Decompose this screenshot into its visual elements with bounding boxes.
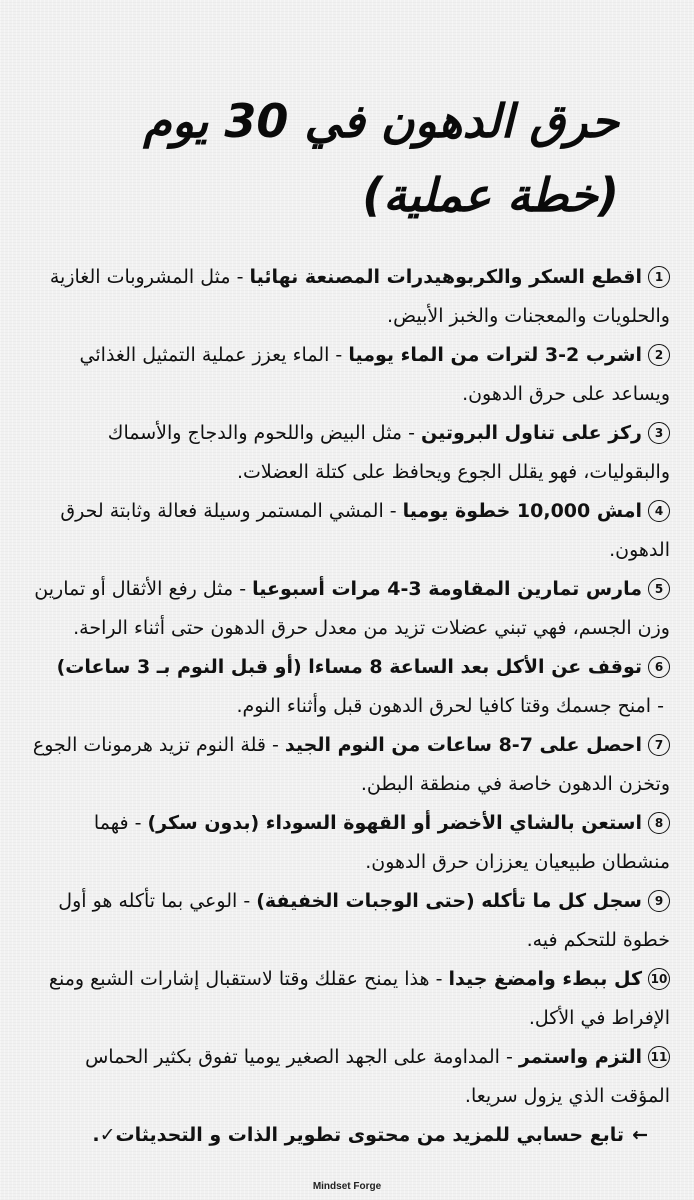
arrow-left-icon: ← [632, 1124, 648, 1146]
number-badge: 1 [648, 266, 670, 288]
tip-body: مثل البيض واللحوم والدجاج والأسماك والبقوليات، فهو يقلل الجوع ويحافظ على كتلة العضلات. [107, 422, 670, 483]
tip-heading: اقطع السكر والكربوهيدرات المصنعة نهائيا [249, 266, 642, 288]
number-badge: 5 [648, 578, 670, 600]
tip-item-4 [22, 492, 670, 570]
number-badge: 7 [648, 734, 670, 756]
tips-list [22, 258, 670, 1155]
tip-item-10 [22, 960, 670, 1038]
footer-brand: Mindset Forge [312, 1181, 382, 1192]
number-badge: 9 [648, 890, 670, 912]
tip-separator: - [233, 578, 253, 600]
title-line-2: (خطة عملية) [362, 168, 619, 222]
follow-call-to-action [22, 1116, 670, 1155]
tip-body: قلة النوم تزيد هرمونات الجوع وتخزن الدهون خاصة في منطقة البطن. [32, 734, 670, 795]
number-badge: 11 [648, 1046, 670, 1068]
tip-separator: - [265, 734, 285, 756]
tip-item-7 [22, 726, 670, 804]
tip-separator: - [383, 500, 403, 522]
tip-separator: - [499, 1046, 519, 1068]
tip-separator: - [651, 695, 670, 717]
tip-body: فهما منشطان طبيعيان يعززان حرق الدهون. [93, 812, 670, 873]
tip-separator: - [230, 266, 250, 288]
tip-body: مثل رفع الأثقال أو تمارين وزن الجسم، فهي تبني عضلات تزيد من معدل حرق الدهون حتى أثناء الراحة. [34, 578, 670, 639]
tip-item-2 [22, 336, 670, 414]
tip-separator: - [237, 890, 257, 912]
tip-heading: احصل على 7-8 ساعات من النوم الجيد [284, 734, 642, 756]
tip-body: امنح جسمك وقتا كافيا لحرق الدهون قبل وأثناء النوم. [236, 695, 652, 717]
tip-heading: ركز على تناول البروتين [421, 422, 642, 444]
tip-separator: - [128, 812, 148, 834]
tip-heading: التزم واستمر [518, 1046, 642, 1068]
number-badge: 8 [648, 812, 670, 834]
tip-item-9 [22, 882, 670, 960]
title-line-1: حرق الدهون في 30 يوم [143, 94, 619, 148]
page-title [59, 84, 619, 232]
tip-heading: استعن بالشاي الأخضر أو القهوة السوداء (بدون سكر) [147, 812, 642, 834]
number-badge: 3 [648, 422, 670, 444]
tip-heading: سجل كل ما تأكله (حتى الوجبات الخفيفة) [256, 890, 642, 912]
tip-heading: مارس تمارين المقاومة 3-4 مرات أسبوعيا [252, 578, 642, 600]
cta-text: تابع حسابي للمزيد من محتوى تطوير الذات و التحديثات✓. [92, 1124, 625, 1146]
tip-separator: - [402, 422, 422, 444]
tip-item-3 [22, 414, 670, 492]
tip-heading: امش 10,000 خطوة يوميا [402, 500, 642, 522]
number-badge: 4 [648, 500, 670, 522]
tip-body: مثل المشروبات الغازية والحلويات والمعجنات والخبز الأبيض. [49, 266, 670, 327]
tip-item-1 [22, 258, 670, 336]
tip-item-8 [22, 804, 670, 882]
number-badge: 6 [648, 656, 670, 678]
tip-item-11 [22, 1038, 670, 1116]
tip-heading: توقف عن الأكل بعد الساعة 8 مساءا (أو قبل النوم بـ 3 ساعات) [56, 656, 642, 678]
number-badge: 2 [648, 344, 670, 366]
tip-body: الوعي بما تأكله هو أول خطوة للتحكم فيه. [58, 890, 670, 951]
tip-body: هذا يمنح عقلك وقتا لاستقبال إشارات الشبع ومنع الإفراط في الأكل. [48, 968, 670, 1029]
tip-heading: اشرب 2-3 لترات من الماء يوميا [348, 344, 642, 366]
tip-item-6 [22, 648, 670, 726]
tip-separator: - [329, 344, 349, 366]
tip-body: المشي المستمر وسيلة فعالة وثابتة لحرق الدهون. [60, 500, 670, 561]
tip-item-5 [22, 570, 670, 648]
number-badge: 10 [648, 968, 670, 990]
tip-heading: كل ببطء وامضغ جيدا [448, 968, 642, 990]
tip-body: الماء يعزز عملية التمثيل الغذائي ويساعد على حرق الدهون. [79, 344, 670, 405]
tip-separator: - [429, 968, 449, 990]
tip-body: المداومة على الجهد الصغير يوميا تفوق بكثير الحماس المؤقت الذي يزول سريعا. [85, 1046, 670, 1107]
